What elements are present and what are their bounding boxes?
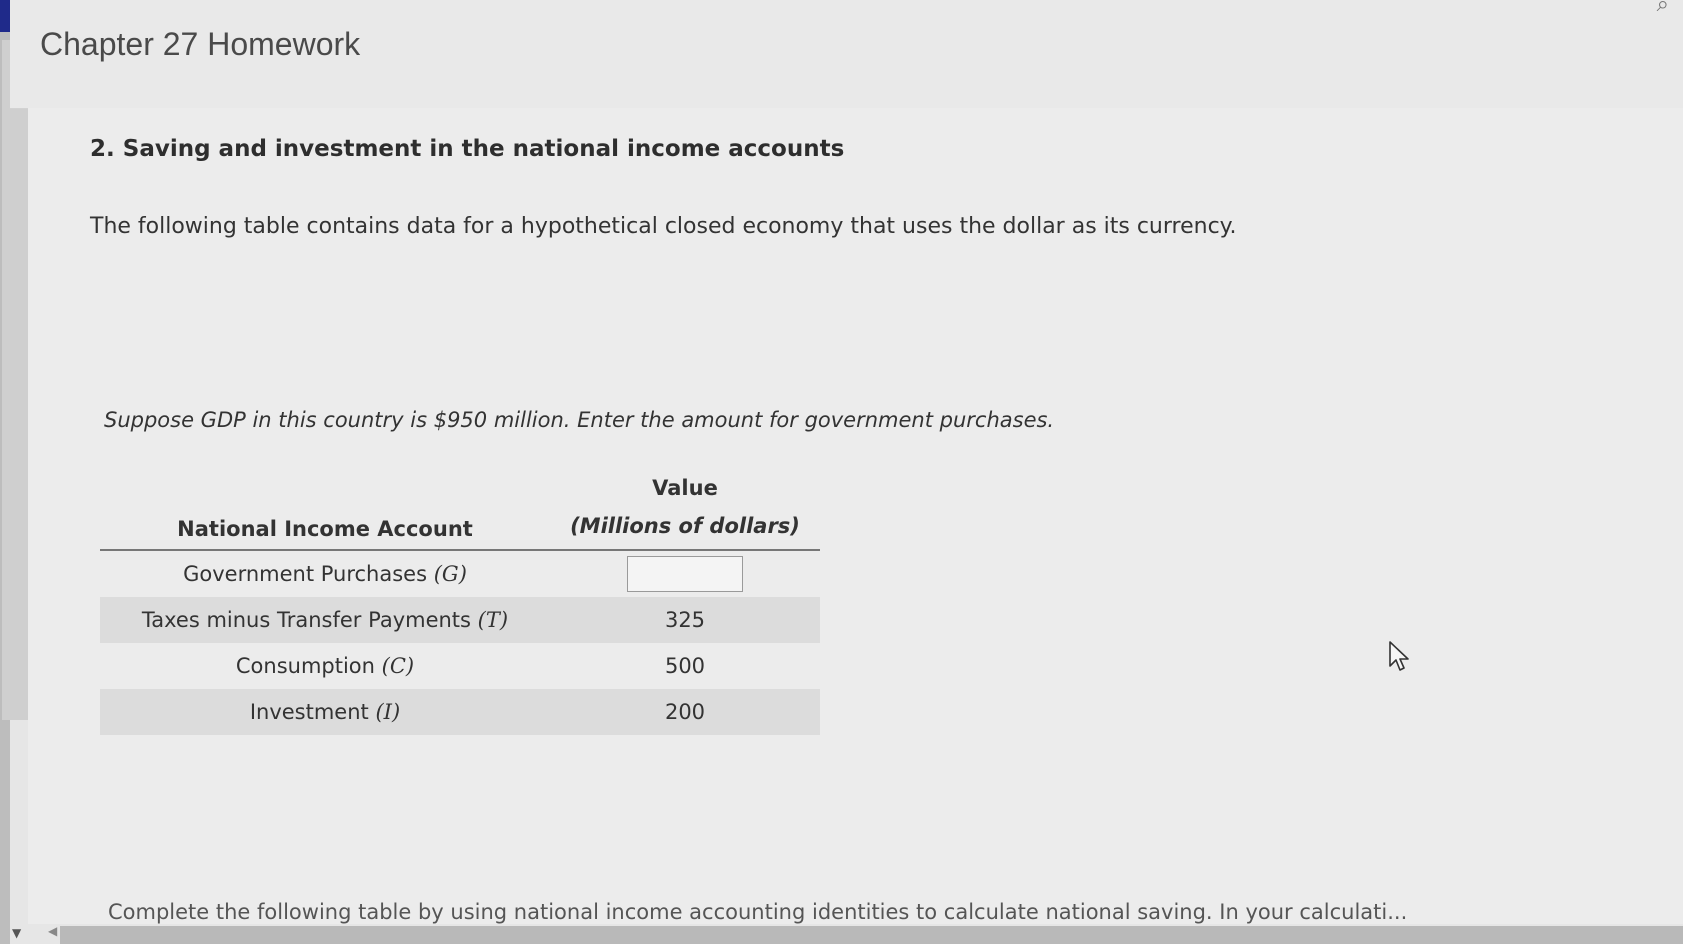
mouse-cursor-icon [1388,640,1414,674]
row-label [100,597,550,643]
search-icon[interactable]: ⌕ [1656,0,1669,17]
national-income-table [100,453,820,735]
horizontal-scrollbar[interactable] [60,926,1683,944]
question-title: 2. Saving and investment in the national income accounts [90,136,845,162]
question-content [28,108,1683,924]
header-account: National Income Account [100,453,550,550]
header-value-label: Value [652,476,718,500]
row-label [100,550,550,597]
row-label-text: Government Purchases [183,562,428,586]
table-row [100,689,820,735]
row-label [100,643,550,689]
page-header [10,0,1683,109]
row-label-text: Consumption [235,654,375,678]
row-label-text: Investment [249,700,369,724]
row-symbol: (C) [381,654,415,678]
row-symbol: (T) [477,608,509,632]
header-value [550,453,820,550]
intro-text: The following table contains data for a hypothetical closed economy that uses the dollar as its currency. [90,214,1237,239]
row-symbol: (G) [433,562,467,586]
row-value: 200 [550,689,820,735]
row-value: 500 [664,654,706,678]
header-value-unit: (Millions of dollars) [570,514,800,538]
scroll-down-icon[interactable]: ▼ [12,926,22,940]
row-value: 325 [550,597,820,643]
table-row [100,597,820,643]
government-purchases-input[interactable] [627,556,743,592]
page-title: Chapter 27 Homework [40,26,361,62]
accent-bar [0,0,10,32]
next-instruction-text: Complete the following table by using national income accounting identities to calculate national saving. In your calculati... [108,900,1408,924]
scroll-left-icon[interactable]: ◀ [48,924,58,938]
row-symbol: (I) [375,700,401,724]
vertical-scrollbar[interactable] [2,40,28,720]
row-value [550,550,820,597]
row-label-text: Taxes minus Transfer Payments [141,608,471,632]
table-header-row [100,453,820,550]
row-label [100,689,550,735]
table-row [100,643,820,689]
table-row [100,550,820,597]
prompt-text: Suppose GDP in this country is $950 million. Enter the amount for government purchases. [104,408,1055,432]
